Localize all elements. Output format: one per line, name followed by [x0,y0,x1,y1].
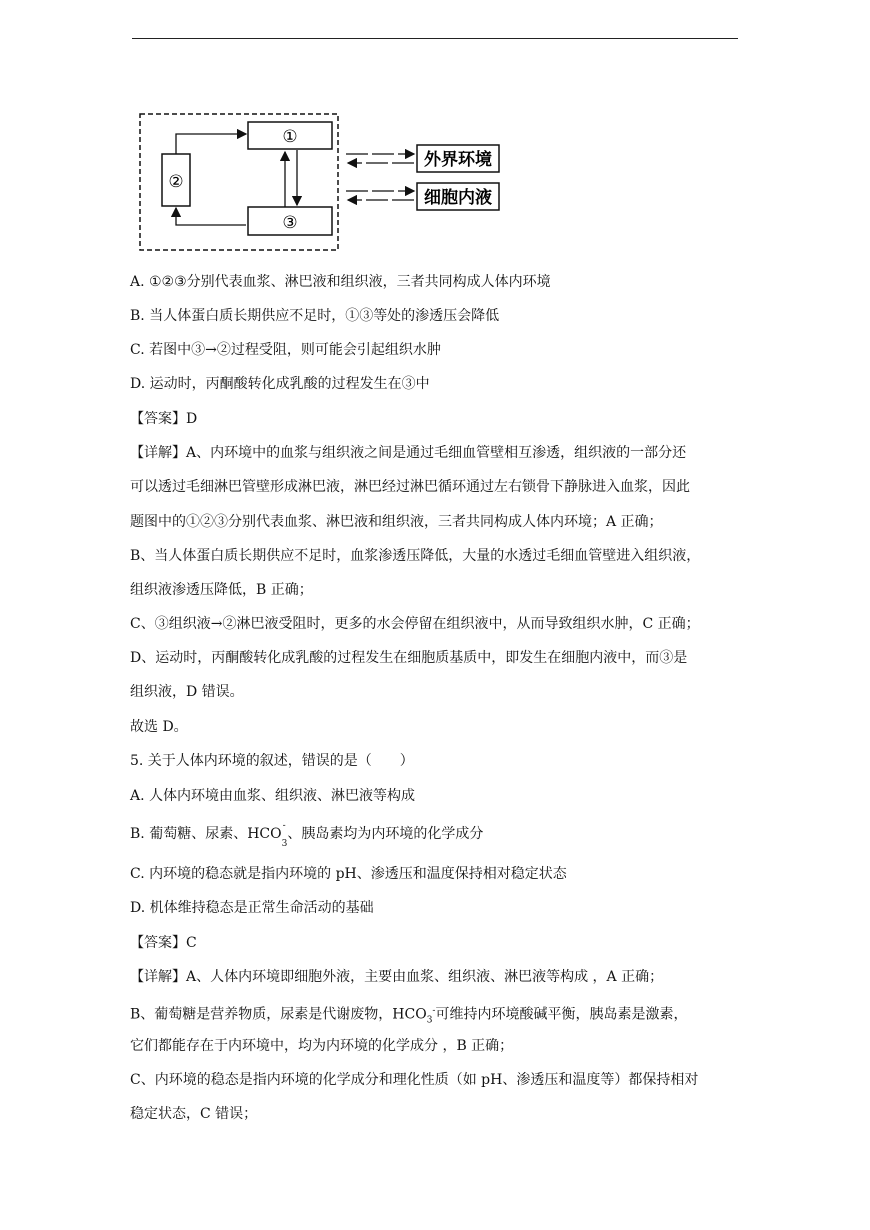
q5-detail-text: 可维持内环境酸碱平衡，胰岛素是激素， [435,1006,688,1023]
q5-detail-line: C、内环境的稳态是指内环境的化学成分和理化性质（如 pH、渗透压和温度等）都保持相对 [130,1072,699,1088]
q5-option-b-text: 、胰岛素均为内环境的化学成分 [287,826,484,842]
arrow-3-to-2 [176,208,246,225]
q5-stem: 5. 关于人体内环境的叙述，错误的是（ ） [130,753,414,769]
q4-detail-line: D、运动时，丙酮酸转化成乳酸的过程发生在细胞质基质中，即发生在细胞内液中，而③是 [130,650,688,666]
q5-detail-line [130,1001,770,1030]
node-3-label: ③ [282,213,298,233]
q4-detail-line: 【详解】A、内环境中的血浆与组织液之间是通过毛细血管壁相互渗透，组织液的一部分还 [130,445,687,461]
q5-detail-text: B、葡萄糖是营养物质，尿素是代谢废物，HCO [130,1006,427,1023]
q5-detail-line: 它们都能存在于内环境中，均为内环境的化学成分 ，B 正确； [130,1038,514,1054]
outer-env-label: 外界环境 [424,150,492,170]
q4-detail-line: 可以透过毛细淋巴管壁形成淋巴液，淋巴经过淋巴循环通过左右锁骨下静脉进入血浆，因此 [130,479,690,495]
subscript-3: 3 [281,838,288,849]
q5-option-b [130,821,770,850]
q5-detail-line: 稳定状态，C 错误； [130,1106,258,1122]
q5-option-c: C. 内环境的稳态就是指内环境的 pH、渗透压和温度保持相对稳定状态 [130,866,567,882]
subscript-3: 3 [426,1015,433,1026]
q4-option-b: B. 当人体蛋白质长期供应不足时，①③等处的渗透压会降低 [130,308,500,324]
q4-conclusion: 故选 D。 [130,719,188,735]
q4-detail-line: C、③组织液→②淋巴液受阻时，更多的水会停留在组织液中，从而导致组织水肿，C 正确； [130,616,700,632]
q4-option-a: A. ①②③分别代表血浆、淋巴液和组织液，三者共同构成人体内环境 [130,274,551,290]
q4-option-c: C. 若图中③→②过程受阻，则可能会引起组织水肿 [130,342,441,358]
q4-detail-line: B、当人体蛋白质长期供应不足时，血浆渗透压降低，大量的水透过毛细血管壁进入组织液， [130,548,701,564]
q4-detail-line: 组织液渗透压降低，B 正确； [130,582,313,598]
q5-option-b-text: B. 葡萄糖、尿素、HCO [130,826,282,842]
charge-superscript: - [282,821,286,831]
q5-option-a: A. 人体内环境由血浆、组织液、淋巴液等构成 [130,788,416,804]
q5-answer: 【答案】C [130,935,197,951]
q5-detail-line: 【详解】A、人体内环境即细胞外液，主要由血浆、组织液、淋巴液等构成 ，A 正确； [130,969,664,985]
cell-fluid-label: 细胞内液 [424,188,492,208]
arrow-2-to-1 [176,134,246,154]
q5-option-d: D. 机体维持稳态是正常生命活动的基础 [130,900,374,916]
q4-answer: 【答案】D [130,411,198,427]
body-fluid-diagram [0,0,870,260]
q4-option-d: D. 运动时，丙酮酸转化成乳酸的过程发生在③中 [130,376,430,392]
q4-detail-line: 题图中的①②③分别代表血浆、淋巴液和组织液，三者共同构成人体内环境；A 正确； [130,514,663,530]
node-2-label: ② [168,172,184,192]
node-1-label: ① [282,127,298,147]
q4-detail-line: 组织液，D 错误。 [130,684,244,700]
bicarbonate-formula-script [281,821,288,850]
bicarbonate-formula-script [427,1001,436,1030]
charge-superscript: - [432,1006,436,1016]
